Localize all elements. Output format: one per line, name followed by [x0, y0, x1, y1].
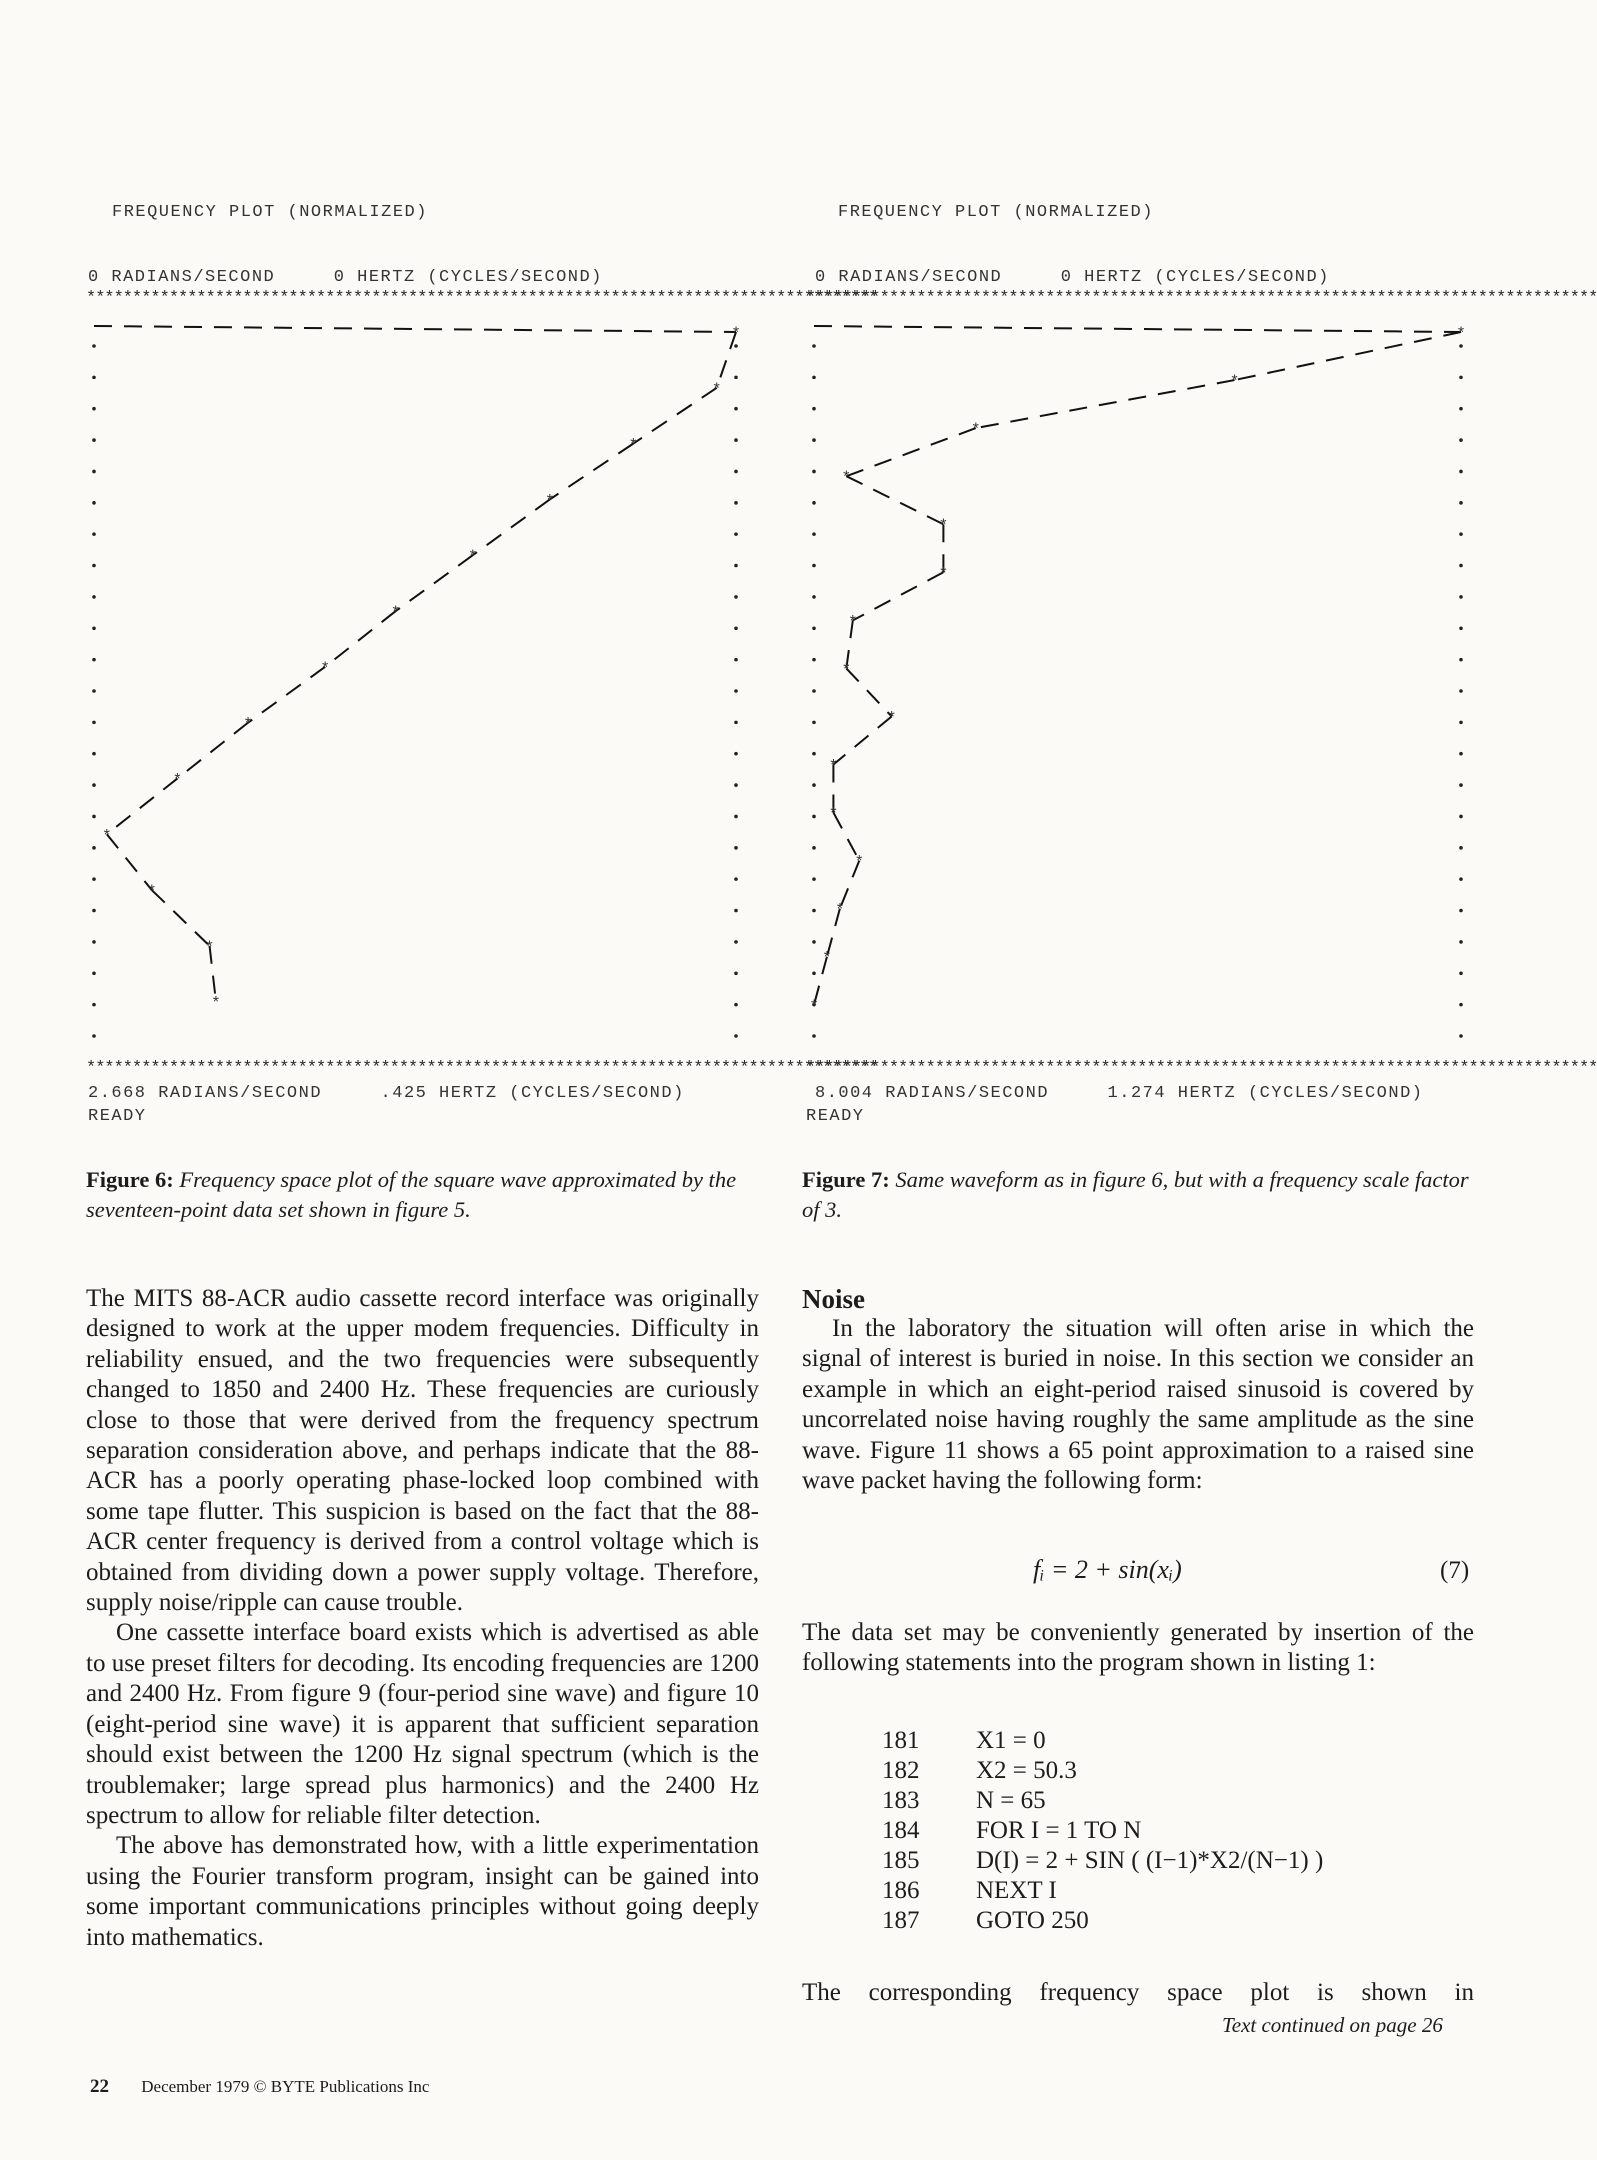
right-paragraph-3-block — [802, 1978, 1474, 2008]
right-rail-dot — [734, 564, 738, 568]
data-point: * — [835, 901, 845, 920]
data-point: * — [809, 997, 819, 1016]
left-column — [86, 1284, 759, 1953]
right-rail-dot — [1459, 1003, 1463, 1007]
left-rail-dot — [92, 909, 96, 913]
right-rail-dot — [1459, 909, 1463, 913]
listing-line-number: 182 — [882, 1757, 920, 1784]
right-rail-dot — [1459, 752, 1463, 756]
left-rail-dot — [812, 1034, 816, 1038]
plot-segment — [833, 716, 891, 764]
right-paragraph-2: The data set may be conveniently generated by insertion of the following statements into the program shown in listing 1: — [802, 1619, 1474, 1677]
figure6-footer: 2.668 RADIANS/SECOND .425 HERTZ (CYCLES/SECOND) — [88, 1084, 685, 1103]
left-rail-dot — [92, 752, 96, 756]
figure7-header: 0 RADIANS/SECOND 0 HERTZ (CYCLES/SECOND) — [815, 268, 1330, 287]
listing-code: FOR I = 1 TO N — [976, 1817, 1142, 1844]
left-rail-dot — [92, 376, 96, 380]
figure6-caption — [86, 1165, 761, 1225]
left-rail-dot — [92, 564, 96, 568]
left-rail-dot — [92, 721, 96, 725]
data-point: * — [848, 613, 858, 632]
left-rail-dot — [812, 470, 816, 474]
left-rail-dot — [92, 971, 96, 975]
plot-segment — [107, 778, 178, 834]
right-rail-dot — [1459, 595, 1463, 599]
right-rail-dot — [734, 909, 738, 913]
figure7-footer: 8.004 RADIANS/SECOND 1.274 HERTZ (CYCLES/SECOND) — [815, 1084, 1424, 1103]
listing-row — [882, 1816, 1323, 1846]
figure7-bottom-border: ************************************************************************************** — [806, 1059, 1597, 1078]
right-rail-dot — [734, 501, 738, 505]
data-point: * — [1456, 325, 1466, 343]
left-rail-dot — [812, 344, 816, 348]
plot-segment — [1235, 332, 1461, 380]
plot-segment — [94, 326, 736, 332]
right-rail-dot — [1459, 501, 1463, 505]
left-rail-dot — [92, 815, 96, 819]
right-rail-dot — [1459, 564, 1463, 568]
right-column — [802, 1284, 1474, 1496]
figure6-plot — [86, 310, 746, 1050]
plot-segment — [107, 834, 152, 890]
right-rail-dot — [1459, 971, 1463, 975]
right-rail-dot — [734, 689, 738, 693]
right-rail-dot — [1459, 532, 1463, 536]
right-rail-dot — [1459, 626, 1463, 630]
plot-segment — [846, 668, 891, 716]
left-rail-dot — [92, 658, 96, 662]
figure7-caption-text: Same waveform as in figure 6, but with a frequency scale factor of 3. — [802, 1167, 1469, 1222]
listing-row — [882, 1876, 1323, 1906]
left-rail-dot — [812, 658, 816, 662]
listing-line-number: 184 — [882, 1817, 920, 1844]
data-point: * — [102, 827, 112, 846]
data-point: * — [731, 325, 741, 343]
data-point: * — [822, 949, 832, 968]
left-rail-dot — [812, 376, 816, 380]
left-rail-dot — [92, 626, 96, 630]
data-point: * — [938, 565, 949, 584]
right-rail-dot — [1459, 438, 1463, 442]
right-rail-dot — [734, 783, 738, 787]
plot-segment — [814, 326, 1461, 332]
figure7-ready: READY — [806, 1107, 865, 1126]
data-point: * — [711, 380, 722, 399]
listing-code: X2 = 50.3 — [976, 1757, 1077, 1784]
figure7-top-border: ************************************************************************************** — [806, 289, 1597, 308]
listing-line-number: 181 — [882, 1727, 920, 1754]
plot-segment — [550, 444, 633, 500]
left-paragraph-2: One cassette interface board exists which is advertised as able to use preset filters for decoding. Its encoding frequencies are 1200 and 2400 Hz. From figure 9 (four-period sine wave) and figure 10 (eight-period sine wave) it is apparent that sufficient separation should exist between the 1200 Hz signal spectrum (which is the troublemaker; large spread plus harmonics) and the 2400 Hz spectrum to allow for reliable filter detection. — [86, 1619, 759, 1829]
left-paragraph-1: The MITS 88-ACR audio cassette record interface was originally designed to work at the upper modem frequencies. Difficulty in reliability ensued, and the two frequencies were subsequently changed to 1850 and 2400 Hz. These frequencies are curiously close to those that were derived from the frequency spectrum separation consideration above, and perhaps indicate that the 88-ACR has a poorly operating phase-locked loop combined with some tape flutter. This suspicion is based on the fact that the 88-ACR center frequency is derived from a control voltage which is obtained from dividing down a power supply voltage. Therefore, supply noise/ripple can cause trouble. — [86, 1285, 759, 1617]
data-point: * — [172, 771, 183, 790]
left-rail-dot — [812, 564, 816, 568]
left-paragraph-3: The above has demonstrated how, with a little experimentation using the Fourier transform program, insight can be gained into some important communications principles without going deeply into mathematics. — [86, 1832, 759, 1951]
left-rail-dot — [812, 595, 816, 599]
left-rail-dot — [92, 407, 96, 411]
right-paragraph-1: In the laboratory the situation will often arise in which the signal of interest is buried in noise. In this section we consider an example in which an eight-period raised sinusoid is covered by uncorrelated noise having roughly the same amplitude as the sine wave. Figure 11 shows a 65 point approximation to a raised sine wave packet having the following form: — [802, 1315, 1474, 1495]
right-rail-dot — [1459, 877, 1463, 881]
left-rail-dot — [92, 783, 96, 787]
data-point: * — [390, 604, 401, 623]
equation-number: (7) — [1440, 1557, 1470, 1584]
page-number: 22 — [90, 2076, 109, 2097]
left-rail-dot — [92, 501, 96, 505]
right-paragraph-3: The corresponding frequency space plot is shown in — [802, 1979, 1474, 2006]
left-rail-dot — [92, 1003, 96, 1007]
right-rail-dot — [734, 595, 738, 599]
right-rail-dot — [734, 815, 738, 819]
data-point: * — [545, 492, 555, 511]
figure7-caption — [802, 1165, 1474, 1225]
left-rail-dot — [92, 595, 96, 599]
right-rail-dot — [1459, 407, 1463, 411]
left-rail-dot — [812, 721, 816, 725]
plot-segment — [396, 555, 473, 611]
page-footer — [90, 2076, 429, 2098]
left-rail-dot — [92, 438, 96, 442]
plot-segment — [853, 572, 944, 620]
right-rail-dot — [1459, 940, 1463, 944]
listing-code: GOTO 250 — [976, 1907, 1089, 1934]
left-rail-dot — [812, 752, 816, 756]
left-rail-dot — [92, 470, 96, 474]
plot-segment — [846, 428, 975, 476]
left-rail-dot — [92, 1034, 96, 1038]
figure7-plot — [806, 310, 1471, 1050]
right-rail-dot — [1459, 846, 1463, 850]
data-point: * — [320, 659, 330, 678]
left-rail-dot — [812, 689, 816, 693]
listing-row — [882, 1846, 1323, 1876]
right-rail-dot — [734, 877, 738, 881]
listing-line-number: 185 — [882, 1847, 920, 1874]
figure6-caption-label: Figure 6: — [86, 1167, 174, 1192]
left-rail-dot — [92, 689, 96, 693]
data-point: * — [828, 757, 839, 776]
figure6-top-border: ************************************************************************************** — [86, 289, 878, 308]
listing-line-number: 186 — [882, 1877, 920, 1904]
right-rail-dot — [734, 971, 738, 975]
right-rail-dot — [1459, 658, 1463, 662]
figure6-header: 0 RADIANS/SECOND 0 HERTZ (CYCLES/SECOND) — [88, 268, 603, 287]
data-point: * — [841, 661, 852, 680]
left-rail-dot — [812, 877, 816, 881]
listing-row — [882, 1756, 1323, 1786]
right-rail-dot — [1459, 376, 1463, 380]
data-point: * — [628, 436, 639, 455]
listing-code: N = 65 — [976, 1787, 1046, 1814]
right-rail-dot — [1459, 1034, 1463, 1038]
listing-code: D(I) = 2 + SIN ( (I−1)*X2/(N−1) ) — [976, 1847, 1324, 1874]
plot-segment — [976, 380, 1235, 428]
right-rail-dot — [734, 1034, 738, 1038]
right-rail-dot — [734, 752, 738, 756]
data-point: * — [854, 853, 865, 872]
right-rail-dot — [734, 407, 738, 411]
data-point: * — [243, 715, 253, 734]
left-rail-dot — [92, 344, 96, 348]
listing-row — [882, 1786, 1323, 1816]
left-rail-dot — [92, 532, 96, 536]
right-rail-dot — [734, 438, 738, 442]
right-rail-dot — [734, 532, 738, 536]
right-rail-dot — [734, 846, 738, 850]
equation-7: fᵢ = 2 + sin(xᵢ) — [1033, 1555, 1182, 1584]
left-rail-dot — [92, 846, 96, 850]
right-rail-dot — [1459, 689, 1463, 693]
data-point: * — [211, 994, 221, 1013]
left-rail-dot — [812, 815, 816, 819]
data-point: * — [886, 709, 897, 728]
right-rail-dot — [734, 470, 738, 474]
figure7-title: FREQUENCY PLOT (NORMALIZED) — [838, 203, 1154, 222]
figure6-caption-text: Frequency space plot of the square wave approximated by the seventeen-point data set shown in figure 5. — [86, 1167, 737, 1222]
right-rail-dot — [734, 658, 738, 662]
right-paragraph-2-block — [802, 1618, 1474, 1679]
left-rail-dot — [92, 877, 96, 881]
data-point: * — [970, 421, 981, 440]
section-heading-noise: Noise — [802, 1284, 865, 1314]
figure7-caption-label: Figure 7: — [802, 1167, 890, 1192]
figure6-bottom-border: ************************************************************************************** — [86, 1059, 878, 1078]
left-rail-dot — [812, 971, 816, 975]
plot-segment — [248, 667, 325, 723]
listing-line-number: 183 — [882, 1787, 920, 1814]
left-rail-dot — [812, 532, 816, 536]
right-rail-dot — [734, 1003, 738, 1007]
right-rail-dot — [1459, 721, 1463, 725]
data-point: * — [938, 517, 949, 536]
right-rail-dot — [1459, 344, 1463, 348]
left-rail-dot — [92, 940, 96, 944]
listing-line-number: 187 — [882, 1907, 920, 1934]
listing-code: X1 = 0 — [976, 1727, 1046, 1754]
left-rail-dot — [812, 783, 816, 787]
plot-segment — [473, 499, 550, 555]
data-point: * — [841, 469, 852, 488]
right-rail-dot — [1459, 470, 1463, 474]
listing-code: NEXT I — [976, 1877, 1057, 1904]
right-rail-dot — [734, 940, 738, 944]
data-point: * — [828, 805, 839, 824]
right-rail-dot — [734, 721, 738, 725]
plot-segment — [325, 611, 396, 667]
left-rail-dot — [812, 909, 816, 913]
footer-publication: December 1979 © BYTE Publications Inc — [141, 2077, 430, 2096]
data-point: * — [1229, 373, 1240, 392]
left-rail-dot — [812, 501, 816, 505]
left-rail-dot — [812, 438, 816, 442]
right-rail-dot — [734, 344, 738, 348]
right-rail-dot — [1459, 783, 1463, 787]
figure6-title: FREQUENCY PLOT (NORMALIZED) — [112, 203, 428, 222]
right-rail-dot — [1459, 815, 1463, 819]
plot-segment — [152, 890, 210, 946]
code-listing — [882, 1726, 1323, 1936]
data-point: * — [467, 548, 478, 567]
left-rail-dot — [812, 407, 816, 411]
plot-segment — [633, 388, 716, 444]
plot-segment — [846, 476, 943, 524]
data-point: * — [146, 883, 157, 902]
right-rail-dot — [734, 626, 738, 630]
plot-segment — [177, 723, 248, 779]
left-rail-dot — [812, 940, 816, 944]
right-rail-dot — [734, 376, 738, 380]
figure6-ready: READY — [88, 1107, 147, 1126]
continued-note: Text continued on page 26 — [1222, 2013, 1443, 2037]
left-rail-dot — [812, 626, 816, 630]
listing-row — [882, 1906, 1323, 1936]
left-rail-dot — [812, 846, 816, 850]
listing-row — [882, 1726, 1323, 1756]
data-point: * — [204, 938, 215, 957]
